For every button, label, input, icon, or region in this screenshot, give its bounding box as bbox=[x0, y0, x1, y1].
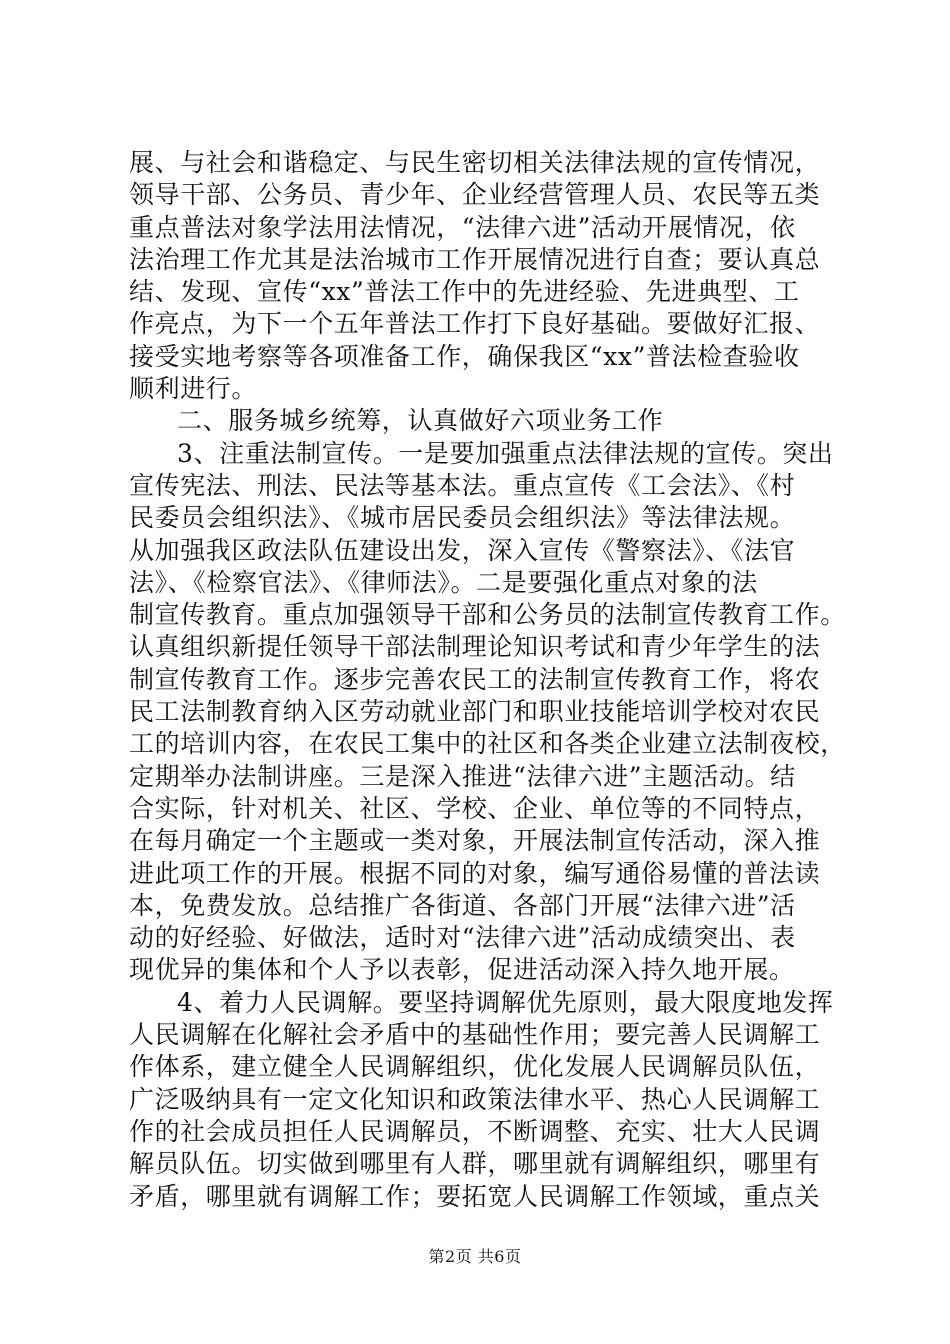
text-line: 法》、《检察官法》、《律师法》。二是要强化重点对象的法 bbox=[129, 567, 758, 597]
paragraph-start-line: 3、注重法制宣传。一是要加强重点法律法规的宣传。突出 bbox=[177, 438, 834, 468]
text-line: 制宣传教育工作。逐步完善农民工的法制宣传教育工作，将农 bbox=[129, 664, 821, 694]
text-line: 顺利进行。 bbox=[129, 374, 258, 404]
text-line: 在每月确定一个主题或一类对象，开展法制宣传活动，深入推 bbox=[129, 826, 821, 856]
text-line: 广泛吸纳具有一定文化知识和政策法律水平、热心人民调解工 bbox=[129, 1084, 821, 1114]
text-line: 作亮点，为下一个五年普法工作打下良好基础。要做好汇报、 bbox=[129, 309, 821, 339]
text-line: 本，免费发放。总结推广各街道、各部门开展“法律六进”活 bbox=[129, 890, 796, 920]
text-line: 动的好经验、好做法，适时对“法律六进”活动成绩突出、表 bbox=[129, 923, 796, 953]
text-line: 结、发现、宣传“xx”普法工作中的先进经验、先进典型、工 bbox=[129, 277, 800, 307]
text-line: 接受实地考察等各项准备工作，确保我区“xx”普法检查验收 bbox=[129, 341, 800, 371]
text-line: 民委员会组织法》、《城市居民委员会组织法》等法律法规。 bbox=[129, 503, 796, 533]
text-line: 民工法制教育纳入区劳动就业部门和职业技能培训学校对农民 bbox=[129, 697, 821, 727]
text-line: 制宣传教育。重点加强领导干部和公务员的法制宣传教育工作。 bbox=[129, 600, 846, 630]
text-line: 人民调解在化解社会矛盾中的基础性作用；要完善人民调解工 bbox=[129, 1020, 821, 1050]
text-line: 展、与社会和谐稳定、与民生密切相关法律法规的宣传情况， bbox=[129, 148, 821, 177]
text-line: 定期举办法制讲座。三是深入推进“法律六进”主题活动。结 bbox=[129, 761, 796, 791]
text-line: 认真组织新提任领导干部法制理论知识考试和青少年学生的法 bbox=[129, 632, 821, 662]
text-line: 宣传宪法、刑法、民法等基本法。重点宣传《工会法》、《村 bbox=[129, 470, 796, 500]
paragraph-start-line: 4、着力人民调解。要坚持调解优先原则，最大限度地发挥 bbox=[177, 987, 834, 1017]
text-line: 重点普法对象学法用法情况，“法律六进”活动开展情况，依 bbox=[129, 212, 796, 242]
section-heading: 二、服务城乡统筹，认真做好六项业务工作 bbox=[177, 406, 664, 436]
document-body bbox=[129, 147, 846, 1213]
text-line: 矛盾，哪里就有调解工作；要拓宽人民调解工作领域，重点关 bbox=[129, 1181, 821, 1211]
text-line: 从加强我区政法队伍建设出发，深入宣传《警察法》、《法官 bbox=[129, 535, 796, 565]
text-line: 进此项工作的开展。根据不同的对象，编写通俗易懂的普法读 bbox=[129, 858, 821, 888]
page-footer: 第2页 共6页 bbox=[428, 1247, 522, 1266]
text-line: 作体系，建立健全人民调解组织，优化发展人民调解员队伍， bbox=[129, 1052, 821, 1082]
text-line: 解员队伍。切实做到哪里有人群，哪里就有调解组织，哪里有 bbox=[129, 1149, 821, 1179]
text-line: 作的社会成员担任人民调解员，不断调整、充实、壮大人民调 bbox=[129, 1116, 821, 1146]
text-line: 法治理工作尤其是法治城市工作开展情况进行自查；要认真总 bbox=[129, 244, 821, 274]
text-line: 现优异的集体和个人予以表彰，促进活动深入持久地开展。 bbox=[129, 955, 795, 985]
text-line: 领导干部、公务员、青少年、企业经营管理人员、农民等五类 bbox=[129, 180, 821, 210]
text-line: 工的培训内容，在农民工集中的社区和各类企业建立法制夜校， bbox=[129, 729, 846, 759]
text-line: 合实际，针对机关、社区、学校、企业、单位等的不同特点， bbox=[129, 793, 821, 823]
